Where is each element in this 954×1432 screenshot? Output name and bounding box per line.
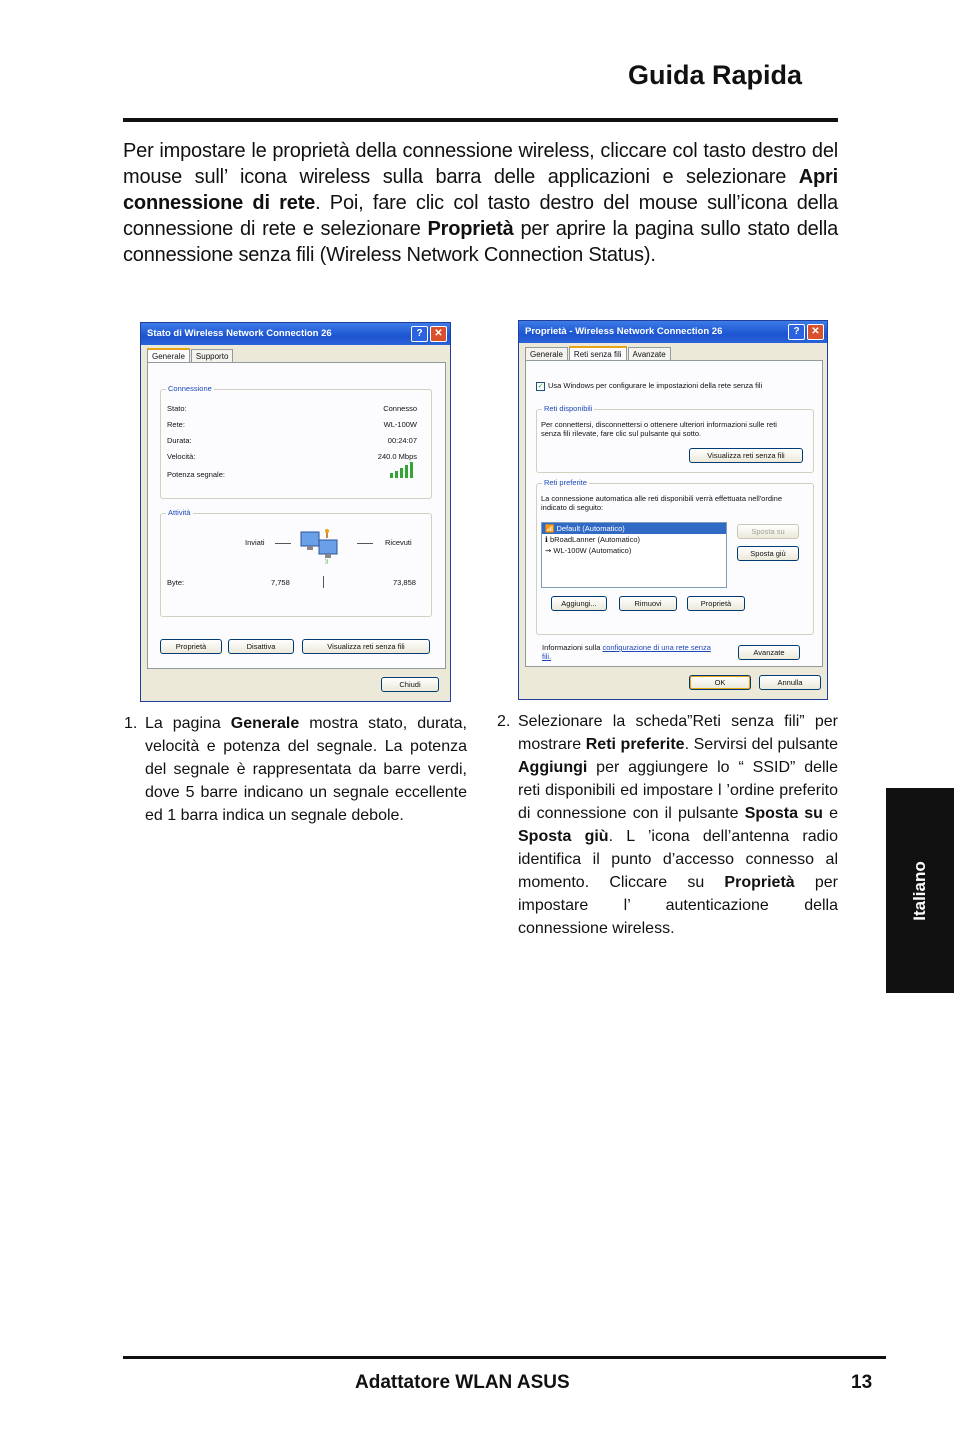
header-rule — [123, 118, 838, 122]
network-label: Rete: — [167, 420, 185, 429]
language-tab: Italiano — [886, 788, 954, 993]
list-item[interactable]: 📶 Default (Automatico) — [542, 523, 726, 534]
close-icon[interactable]: ✕ — [807, 324, 824, 340]
list-item[interactable]: ⇝ WL-100W (Automatico) — [545, 546, 632, 555]
bytes-sent: 7,758 — [271, 578, 290, 587]
duration-label: Durata: — [167, 436, 192, 445]
disable-button[interactable]: Disattiva — [228, 639, 294, 654]
bytes-label: Byte: — [167, 578, 185, 587]
footer-product: Adattatore WLAN ASUS — [355, 1372, 570, 1393]
checkbox-checked-icon: ✓ — [537, 382, 544, 390]
footer-rule — [123, 1356, 886, 1359]
svg-text:)): )) — [325, 559, 329, 564]
add-button[interactable]: Aggiungi... — [551, 596, 607, 611]
intro-paragraph: Per impostare le proprietà della connessione wireless, cliccare col tasto destro del mouse sull’ icona wireless sulla barra delle applicazioni e selezionare Apri connessione di rete. Poi, fare clic col tasto destro del mouse sull’icona della connessione di rete e selezionare Proprietà per aprire la pagina sullo stato della connessione senza fili (Wireless Network Connection Status). — [123, 140, 838, 266]
network-value: WL-100W — [383, 420, 417, 429]
tab-generale[interactable]: Generale — [147, 348, 190, 363]
status-value: Connesso — [383, 404, 417, 413]
network-properties-button[interactable]: Proprietà — [687, 596, 745, 611]
list-item[interactable]: ℹ bRoadLanner (Automatico) — [545, 535, 640, 544]
help-icon[interactable]: ? — [411, 326, 428, 342]
close-button[interactable]: Chiudi — [381, 677, 439, 692]
duration-value: 00:24:07 — [387, 436, 417, 445]
advanced-button[interactable]: Avanzate — [738, 645, 800, 660]
move-down-button[interactable]: Sposta giù — [737, 546, 799, 561]
speed-value: 240.0 Mbps — [377, 452, 417, 461]
move-up-button[interactable]: Sposta su — [737, 524, 799, 539]
status-dialog-titlebar[interactable]: Stato di Wireless Network Connection 26 ? ✕ — [141, 323, 450, 345]
bytes-received: 73,858 — [393, 578, 416, 587]
speed-label: Velocità: — [167, 452, 196, 461]
preferred-networks-list[interactable] — [541, 522, 727, 588]
status-label: Stato: — [167, 404, 187, 413]
status-panel — [147, 362, 446, 669]
help-icon[interactable]: ? — [788, 324, 805, 340]
tab-avanzate[interactable]: Avanzate — [628, 347, 671, 361]
received-label: Ricevuti — [385, 538, 412, 547]
signal-label: Potenza segnale: — [167, 470, 225, 479]
properties-dialog — [518, 320, 828, 700]
caption-1: 1. La pagina Generale mostra stato, durata, velocità e potenza del segnale. La potenza del segnale è rappresentata da barre verdi, dove 5 barre indicano un segnale eccellente ed 1 barra indica un segnale debole. — [124, 715, 468, 824]
ok-button[interactable]: OK — [689, 675, 751, 690]
network-computers-icon — [297, 526, 345, 564]
sent-label: Inviati — [245, 538, 265, 547]
signal-bars-icon — [389, 460, 417, 478]
tab-generale[interactable]: Generale — [525, 347, 568, 361]
cancel-button[interactable]: Annulla — [759, 675, 821, 690]
preferred-networks-text: La connessione automatica alle reti disponibili verrà effettuata nell'ordine indicato di seguito: — [541, 494, 783, 512]
status-dialog — [140, 322, 451, 702]
wireless-config-link[interactable]: configurazione di una rete senza fili. — [542, 643, 711, 661]
properties-dialog-titlebar[interactable]: Proprietà - Wireless Network Connection 26 ? ✕ — [519, 321, 827, 343]
preferred-networks-group: Reti preferite La connessione automatica alle reti disponibili verrà effettuata nell'ordine indicato di seguito: 📶 Default (Automatico) ℹ bRoadLanner (Automatico) ⇝ WL-100W (Automatico) Sposta su Sposta giù Aggiungi... Rimuovi Proprietà — [536, 483, 814, 635]
wireless-panel — [525, 360, 823, 667]
tab-supporto[interactable]: Supporto — [191, 349, 233, 363]
properties-button[interactable]: Proprietà — [160, 639, 222, 654]
connection-group: Connessione Stato: Connesso Rete: WL-100W Durata: 00:24:07 Velocità: 240.0 Mbps Potenza segnale: — [160, 389, 432, 499]
remove-button[interactable]: Rimuovi — [619, 596, 677, 611]
use-windows-checkbox[interactable]: ✓ Usa Windows per configurare le impostazioni della rete senza fili — [537, 381, 763, 390]
info-text: Informazioni sulla configurazione di una rete senza fili. — [542, 643, 711, 661]
activity-group: Attività Inviati )) Ricevuti Byte: 7,758 73,858 — [160, 513, 432, 617]
view-wireless-networks-button[interactable]: Visualizza reti senza fili — [302, 639, 430, 654]
close-icon[interactable]: ✕ — [430, 326, 447, 342]
available-networks-text: Per connettersi, disconnettersi o ottenere ulteriori informazioni sulle reti senza fili rilevate, fare clic sul pulsante qui sotto. — [541, 420, 777, 438]
view-wireless-networks-button[interactable]: Visualizza reti senza fili — [689, 448, 803, 463]
page-title: Guida Rapida — [627, 60, 802, 90]
available-networks-group: Reti disponibili Per connettersi, disconnettersi o ottenere ulteriori informazioni sulle reti senza fili rilevate, fare clic sul pulsante qui sotto. Visualizza reti senza fili — [536, 409, 814, 473]
page-number: 13 — [851, 1372, 873, 1393]
tab-reti-senza-fili[interactable]: Reti senza fili — [569, 346, 627, 361]
caption-2: 2. Selezionare la scheda”Reti senza fili” per mostrare Reti preferite. Servirsi del pulsante Aggiungi per aggiungere lo “ SSID” delle reti disponibili ed impostare l ’ordine preferito di connessione con il pulsante Sposta su e Sposta giù. L ’icona dell’antenna radio identifica il punto d’accesso connesso al momento. Cliccare su Proprietà per impostare l’ autenticazione della connessione wireless. — [497, 713, 839, 937]
